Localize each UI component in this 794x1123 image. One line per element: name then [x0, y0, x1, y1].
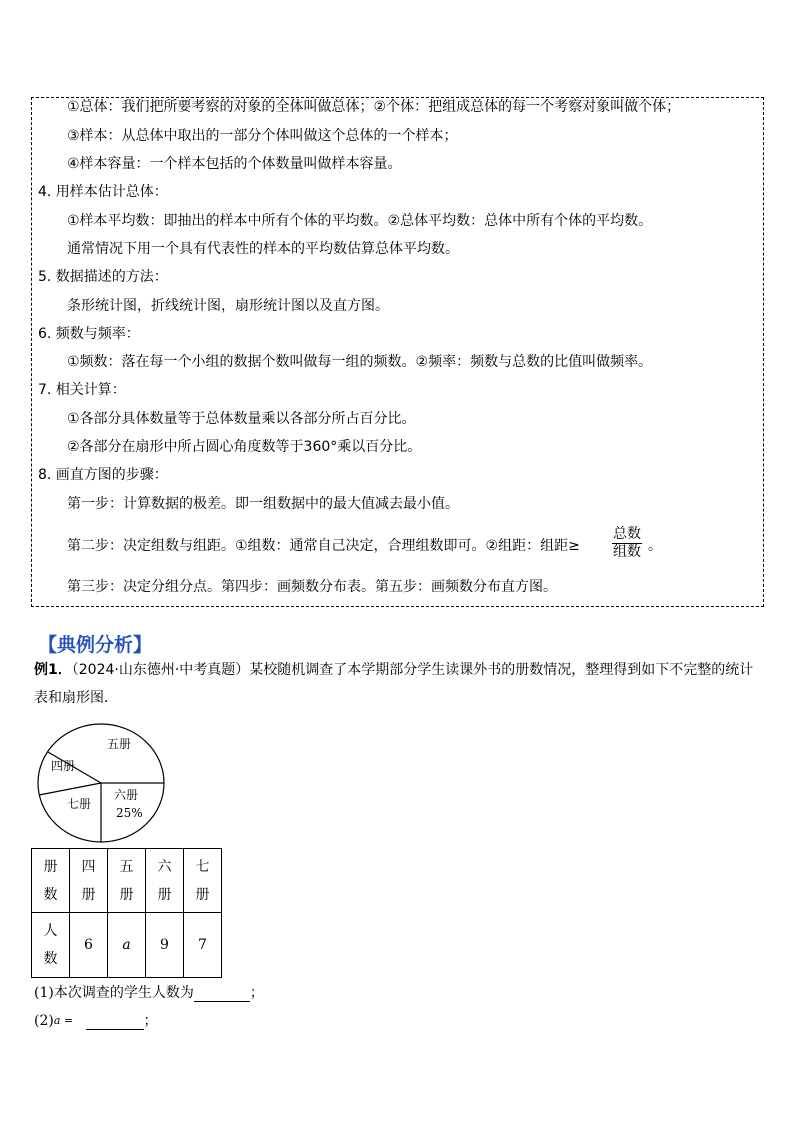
pie-label-six-percent: 25%: [116, 806, 143, 820]
table-cell: 六册: [146, 849, 184, 913]
table-row: [32, 913, 222, 978]
answer-blank-1[interactable]: [194, 987, 250, 1002]
table-cell: 9: [146, 913, 184, 978]
item8-line-2-end: 。: [648, 538, 662, 554]
table-cell: 册数: [32, 849, 70, 913]
item4-title: 4. 用样本估计总体：: [38, 184, 168, 200]
question-1-end: ；: [249, 985, 264, 1001]
pie-label-five: 五册: [107, 737, 132, 751]
summary-line-2: ③样本：从总体中取出的一部分个体叫做这个总体的一个样本；: [67, 128, 458, 144]
example-line-1: [34, 660, 753, 680]
pie-label-four: 四册: [51, 759, 76, 773]
pie-label-seven: 七册: [67, 797, 92, 811]
summary-line-3: ④样本容量：一个样本包括的个体数量叫做样本容量。: [67, 156, 402, 172]
question-1-text: (1)本次调查的学生人数为: [34, 985, 194, 1001]
item8-line-3: 第三步：决定分组分点。第四步：画频数分布表。第五步：画频数分布直方图。: [67, 579, 557, 595]
fraction-numerator: 总数: [613, 526, 641, 542]
item7-line-2: ②各部分在扇形中所占圆心角度数等于360°乘以百分比。: [67, 439, 422, 455]
question-2: [34, 1012, 158, 1030]
item6-line-1: ①频数：落在每一个小组的数据个数叫做每一组的频数。②频率：频数与总数的比值叫做频率。: [67, 354, 653, 370]
fraction-denominator: 组数: [613, 544, 641, 560]
item6-title: 6. 频数与频率：: [38, 326, 140, 342]
answer-blank-2[interactable]: [86, 1015, 144, 1030]
question-2-prefix: (2): [34, 1013, 54, 1029]
item5-title: 5. 数据描述的方法：: [38, 269, 168, 285]
table-cell: 6: [70, 913, 108, 978]
item7-title: 7. 相关计算：: [38, 382, 126, 398]
example-label: 例1．: [34, 662, 72, 678]
item8-line-2: 第二步：决定组数与组距。①组数：通常自己决定，合理组数即可。②组距：组距≥: [67, 538, 580, 554]
table-cell: 七册: [184, 849, 222, 913]
question-2-equals: =: [60, 1014, 77, 1027]
item5-line-1: 条形统计图，折线统计图，扇形统计图以及直方图。: [67, 298, 389, 314]
table-cell: 7: [184, 913, 222, 978]
summary-line-1: ①总体：我们把所要考察的对象的全体叫做总体；②个体：把组成总体的每一个考察对象叫做个体；: [67, 99, 681, 115]
table-cell: a: [108, 913, 146, 978]
item8-title: 8. 画直方图的步骤：: [38, 467, 168, 483]
table-header-row: [32, 849, 222, 913]
pie-chart: [36, 722, 168, 844]
table-cell: 四册: [70, 849, 108, 913]
item4-line-1: ①样本平均数：即抽出的样本中所有个体的平均数。②总体平均数：总体中所有个体的平均数。: [67, 213, 653, 229]
section-title: 【典例分析】: [38, 634, 153, 656]
item8-line-1: 第一步：计算数据的极差。即一组数据中的最大值减去最小值。: [67, 496, 459, 512]
question-2-var: a: [53, 1014, 61, 1027]
knowledge-summary-box: [31, 97, 764, 607]
item4-line-2: 通常情况下用一个具有代表性的样本的平均数估算总体平均数。: [67, 241, 459, 257]
data-table: [31, 848, 222, 978]
question-1: [34, 984, 264, 1002]
example-text-1: （2024·山东德州·中考真题）某校随机调查了本学期部分学生读课外书的册数情况，整理得到如下不完整的统计: [71, 662, 754, 678]
fraction-total-over-groups: [612, 526, 642, 561]
table-cell: 人数: [32, 913, 70, 978]
pie-label-six: 六册: [114, 788, 139, 802]
question-2-end: ；: [143, 1013, 158, 1029]
item7-line-1: ①各部分具体数量等于总体数量乘以各部分所占百分比。: [67, 411, 416, 427]
table-cell: 五册: [108, 849, 146, 913]
example-line-2: 表和扇形图．: [34, 690, 118, 706]
